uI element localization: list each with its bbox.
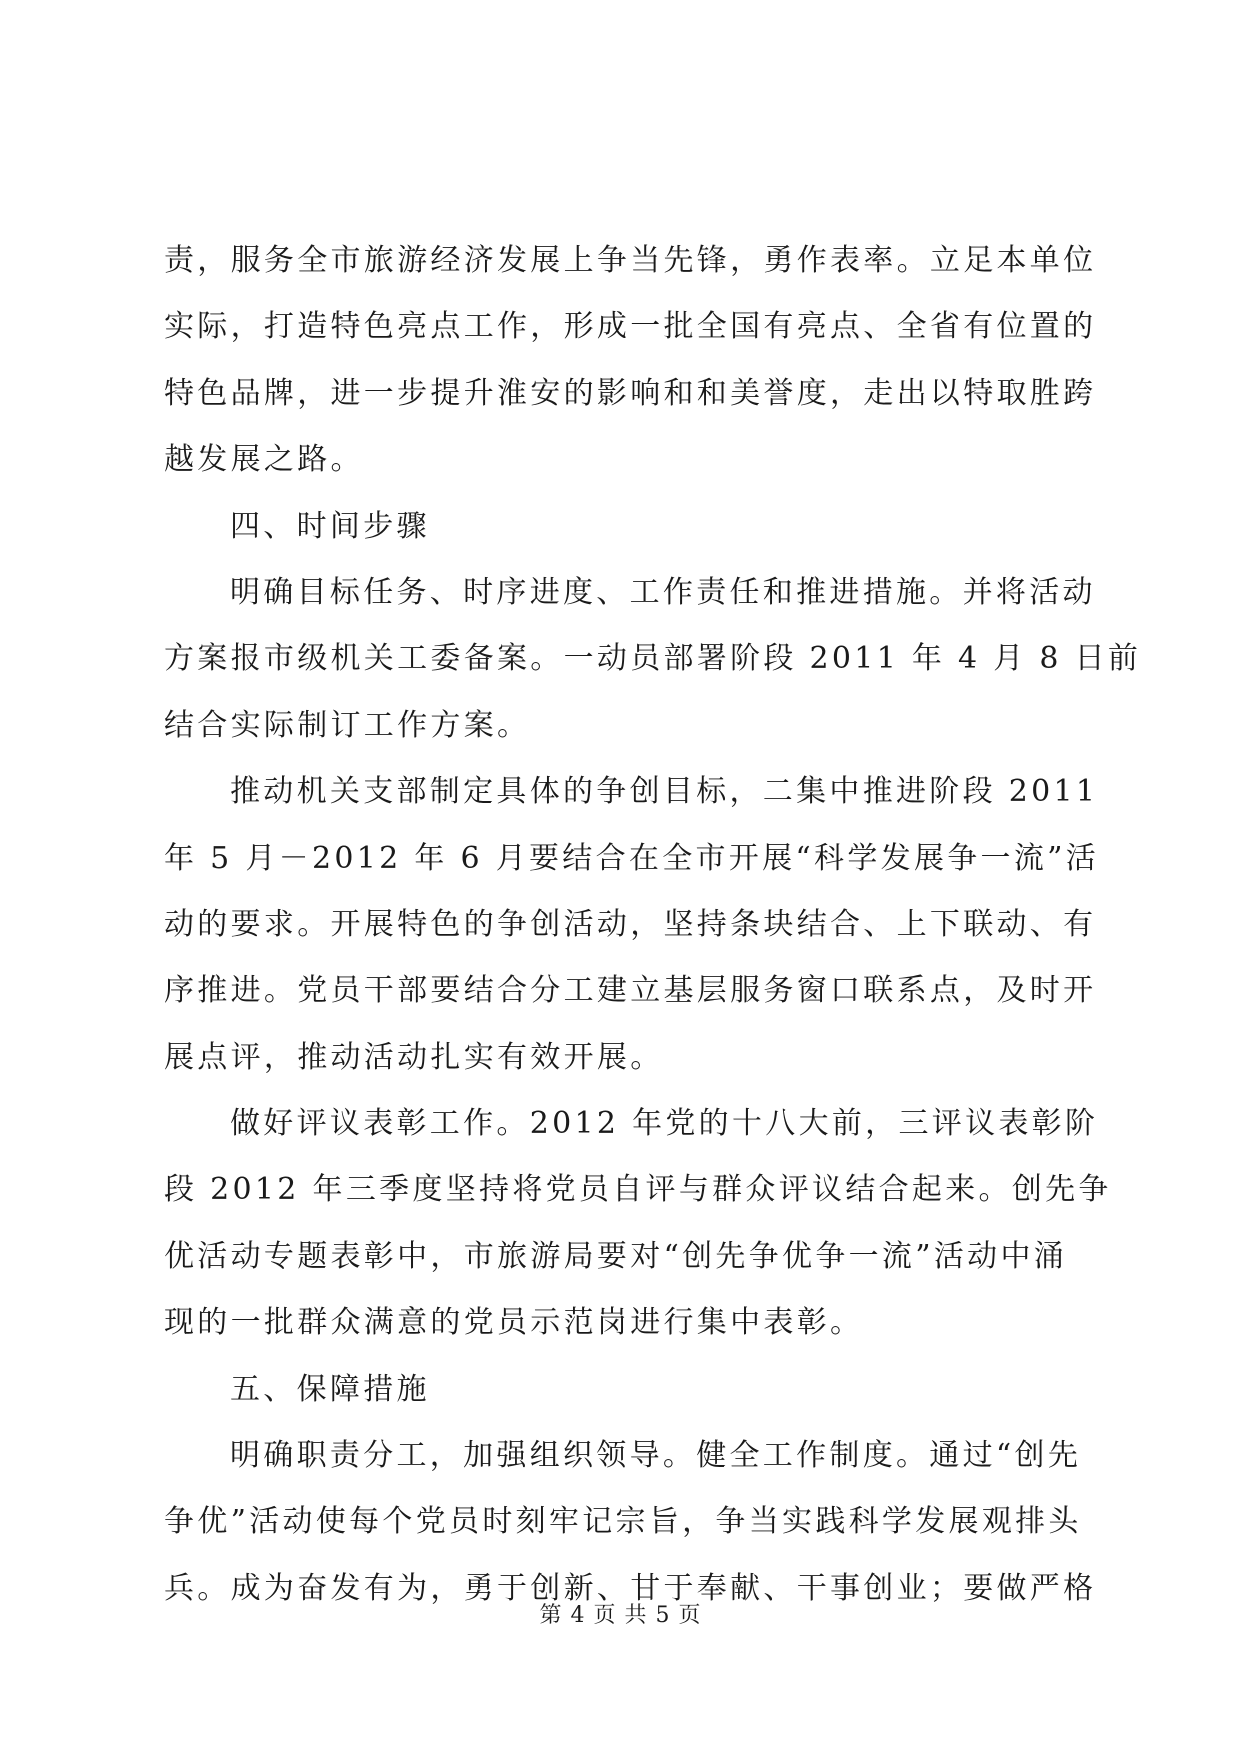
paragraph-line: 明确目标任务、时序进度、工作责任和推进措施。并将活动 — [230, 574, 1096, 610]
paragraph-line: 明确职责分工，加强组织领导。健全工作制度。通过“创先 — [230, 1438, 1082, 1474]
paragraph-line: 推动机关支部制定具体的争创目标，二集中推进阶段 2011 — [230, 774, 1099, 810]
section-heading-safeguards: 五、保障措施 — [230, 1371, 430, 1407]
paragraph-line: 年 5 月－2012 年 6 月要结合在全市开展“科学发展争一流”活 — [164, 840, 1100, 876]
paragraph-line: 段 2012 年三季度坚持将党员自评与群众评议结合起来。创先争 — [164, 1172, 1112, 1208]
paragraph-line: 争优”活动使每个党员时刻牢记宗旨，争当实践科学发展观排头 — [164, 1504, 1082, 1540]
paragraph-line: 结合实际制订工作方案。 — [164, 707, 531, 743]
paragraph-line: 责，服务全市旅游经济发展上争当先锋，勇作表率。立足本单位 — [164, 243, 1097, 278]
document-body — [164, 228, 1142, 1622]
paragraph-line: 实际，打造特色亮点工作，形成一批全国有亮点、全省有位置的 — [164, 309, 1097, 345]
paragraph-line: 展点评，推动活动扎实有效开展。 — [164, 1039, 664, 1075]
paragraph-line: 越发展之路。 — [164, 442, 364, 478]
paragraph-line: 现的一批群众满意的党员示范岗进行集中表彰。 — [164, 1305, 864, 1341]
paragraph-line: 动的要求。开展特色的争创活动，坚持条块结合、上下联动、有 — [164, 906, 1097, 942]
paragraph-line: 优活动专题表彰中，市旅游局要对“创先争优争一流”活动中涌 — [164, 1238, 1068, 1274]
section-heading-time-steps: 四、时间步骤 — [230, 508, 430, 544]
paragraph-line: 序推进。党员干部要结合分工建立基层服务窗口联系点，及时开 — [164, 973, 1097, 1009]
paragraph-line: 方案报市级机关工委备案。一动员部署阶段 2011 年 4 月 8 日前 — [164, 641, 1142, 677]
page-footer: 第 4 页 共 5 页 — [539, 1603, 702, 1628]
paragraph-line: 做好评议表彰工作。2012 年党的十八大前，三评议表彰阶 — [230, 1106, 1099, 1142]
paragraph-line: 兵。成为奋发有为，勇于创新、甘于奉献、干事创业；要做严格 — [164, 1570, 1097, 1606]
paragraph-line: 特色品牌，进一步提升淮安的影响和和美誉度，走出以特取胜跨 — [164, 375, 1097, 411]
